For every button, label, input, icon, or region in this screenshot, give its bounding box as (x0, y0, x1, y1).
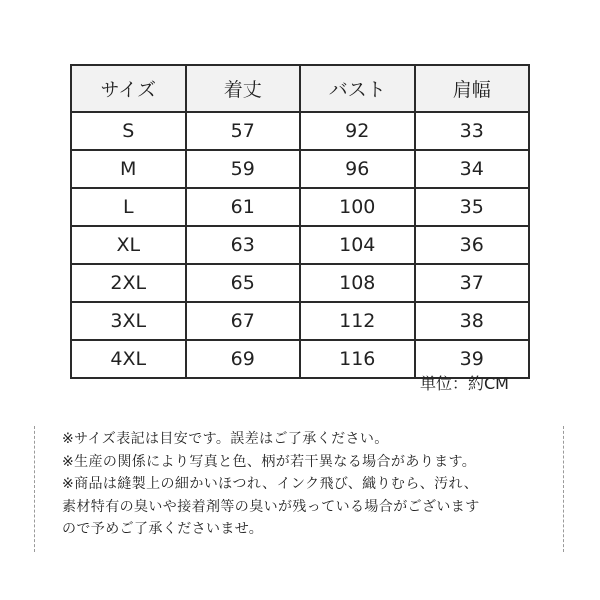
table-row (71, 226, 529, 264)
table-header-row (71, 65, 529, 112)
table-row (71, 112, 529, 150)
cell-length: 65 (186, 264, 301, 302)
note-line: ※サイズ表記は目安です。誤差はご了承ください。 (62, 431, 389, 447)
cell-size: 3XL (71, 302, 186, 340)
cell-length: 69 (186, 340, 301, 378)
cell-length: 59 (186, 150, 301, 188)
notes-right-border (563, 426, 564, 552)
table-row (71, 302, 529, 340)
cell-shoulder: 38 (415, 302, 530, 340)
cell-bust: 96 (300, 150, 415, 188)
cell-bust: 104 (300, 226, 415, 264)
cell-size: M (71, 150, 186, 188)
cell-bust: 92 (300, 112, 415, 150)
cell-bust: 108 (300, 264, 415, 302)
cell-shoulder: 37 (415, 264, 530, 302)
note-line: ※生産の関係により写真と色、柄が若干異なる場合があります。 (62, 453, 477, 470)
cell-shoulder: 39 (415, 340, 530, 378)
cell-size: 2XL (71, 264, 186, 302)
size-table (70, 64, 530, 379)
cell-size: S (71, 112, 186, 150)
header-bust: バスト (300, 65, 415, 112)
note-line: ので予めご了承くださいませ。 (62, 521, 264, 537)
note-line: ※商品は縫製上の細かいほつれ、インク飛び、織りむら、汚れ、 (62, 476, 479, 492)
notes-left-border (34, 426, 35, 552)
cell-length: 61 (186, 188, 301, 226)
cell-shoulder: 34 (415, 150, 530, 188)
cell-size: 4XL (71, 340, 186, 378)
unit-label: 単位：約CM (420, 374, 509, 393)
header-shoulder: 肩幅 (415, 65, 530, 112)
cell-bust: 112 (300, 302, 415, 340)
cell-size: L (71, 188, 186, 226)
table-row (71, 188, 529, 226)
notes-box (34, 426, 564, 552)
cell-shoulder: 35 (415, 188, 530, 226)
cell-bust: 100 (300, 188, 415, 226)
note-line: 素材特有の臭いや接着剤等の臭いが残っている場合がございます (62, 498, 480, 515)
table-row (71, 264, 529, 302)
cell-bust: 116 (300, 340, 415, 378)
header-length: 着丈 (186, 65, 301, 112)
cell-shoulder: 36 (415, 226, 530, 264)
cell-length: 63 (186, 226, 301, 264)
cell-shoulder: 33 (415, 112, 530, 150)
table-row (71, 150, 529, 188)
cell-length: 57 (186, 112, 301, 150)
notes-text (62, 428, 562, 541)
cell-size: XL (71, 226, 186, 264)
cell-length: 67 (186, 302, 301, 340)
header-size: サイズ (71, 65, 186, 112)
